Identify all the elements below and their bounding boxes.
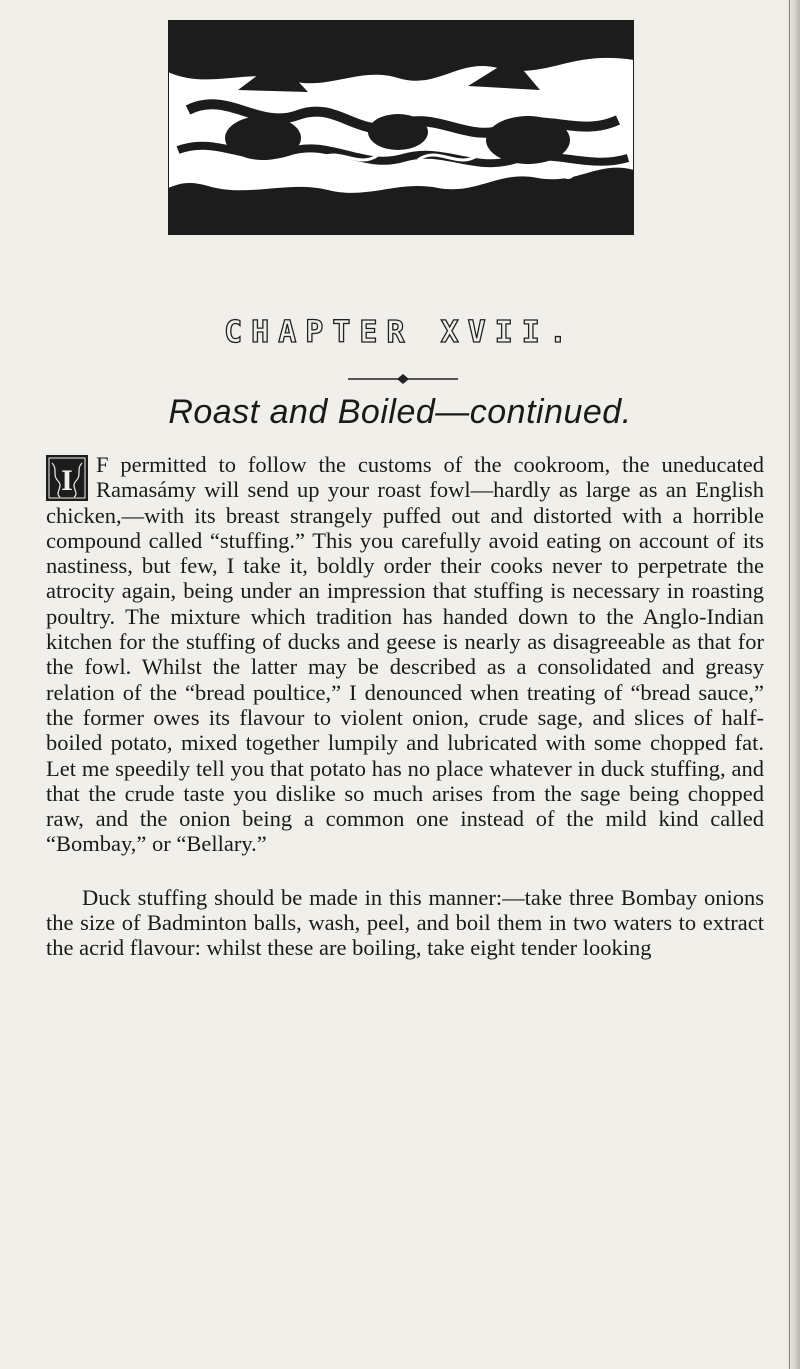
page-edge-line [789, 0, 790, 1369]
body-text [46, 452, 764, 961]
paragraph-1-text: permitted to follow the customs of the cookroom, the uneducated Ramasámy will send up your roast fowl—hardly as large as an English chicken,—with its breast strangely puffed out and distorted with a horrible compound called “stuffing.” This you carefully avoid eating on account of its nastiness, but few, I take it, boldly order their cooks never to perpetrate the atrocity again, being under an impression that stuffing is necessary in roasting poultry. The mixture which tradition has handed down to the Anglo-Indian kitchen for the stuffing of ducks and geese is nearly as disagreeable as that for the fowl. Whilst the latter may be described as a consolidated and greasy relation of the “bread poultice,” I denounced when treating of “bread sauce,” the former owes its flavour to violent onion, crude sage, and slices of half-boiled potato, mixed together lumpily and lubricated with some chopped fat. Let me speedily tell you that potato has no place whatever in duck stuffing, and that the crude taste you dislike so much arises from the sage being chopped raw, and the onion being a common one instead of the mild kind called “Bombay,” or “Bellary.” [46, 452, 764, 857]
paragraph-2: Duck stuffing should be made in this manner:—take three Bombay onions the size of Badminton balls, wash, peel, and boil them in two waters to extract the acrid flavour: whilst these are boiling, take eight tender looking [46, 884, 764, 961]
headpiece-illustration-icon [168, 20, 634, 235]
diamond-rule-ornament-icon [348, 372, 458, 386]
paragraph-1 [46, 452, 764, 857]
decorated-initial-icon [46, 455, 88, 501]
dropcap-rest: F [96, 452, 109, 477]
dropcap-letter: I [61, 464, 73, 497]
chapter-heading: CHAPTER XVII. [224, 315, 576, 350]
section-title: Roast and Boiled—continued. [168, 393, 632, 431]
